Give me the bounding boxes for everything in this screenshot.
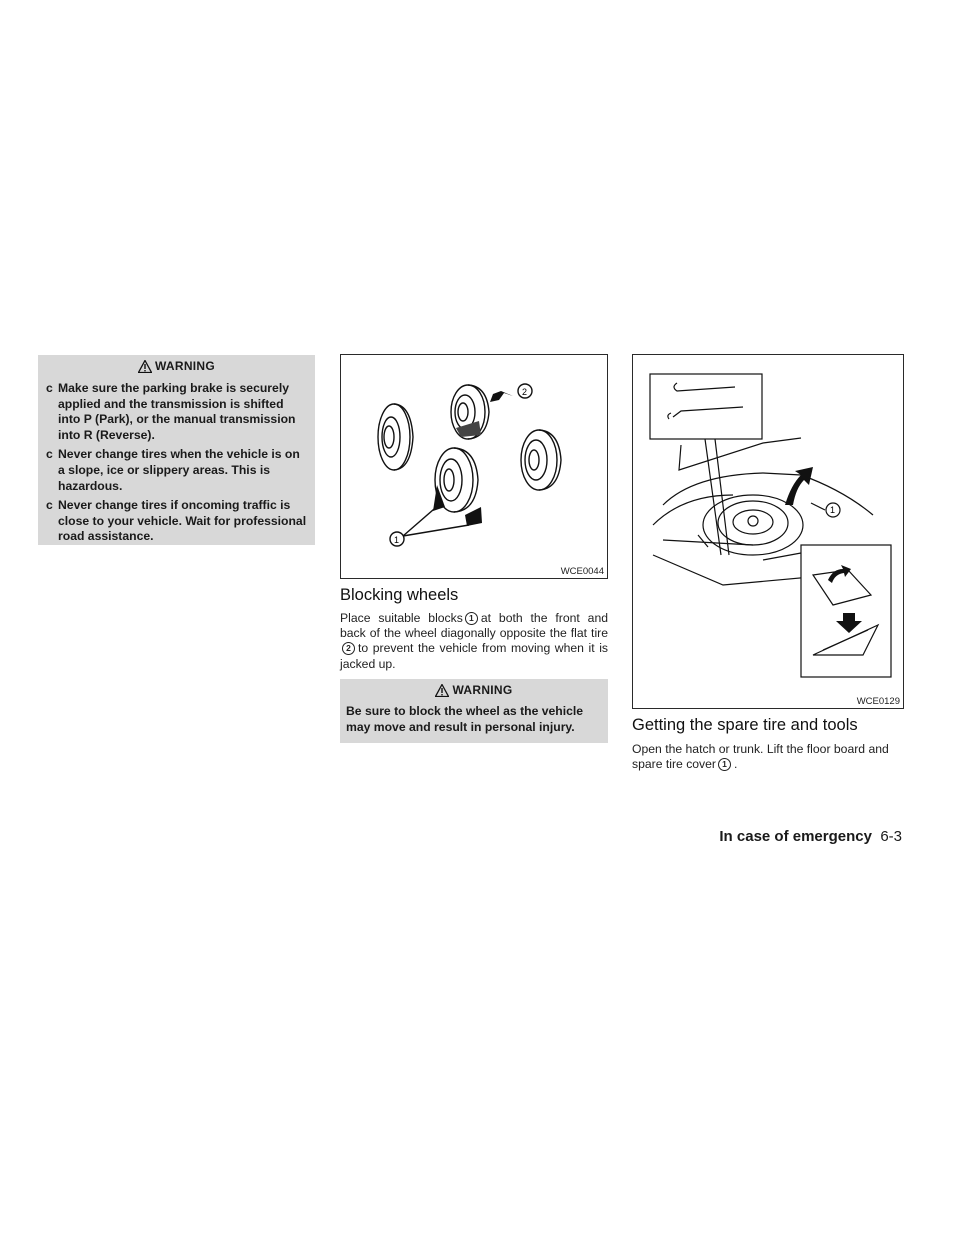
paragraph-text: Open the hatch or trunk. Lift the floor board and spare tire cover: [632, 742, 889, 772]
warning-title: WARNING: [452, 683, 513, 697]
trunk-illustration: [633, 355, 903, 695]
paragraph-text: at both the front and back of the wheel diagonally opposite the flat tire: [340, 611, 608, 641]
callout-2-label: 2: [522, 387, 528, 397]
warning-box-left: [38, 355, 315, 545]
callout-2-icon: 2: [342, 642, 355, 655]
warning-body: [38, 377, 315, 555]
callout-1-label: 1: [830, 505, 836, 515]
figure-code: WCE0044: [560, 566, 604, 577]
callout-1-label: 1: [394, 535, 400, 545]
bullet-text: Never change tires when the vehicle is on a slope, ice or slippery areas. This is hazardous.: [58, 447, 300, 493]
blocking-paragraph: [340, 611, 608, 672]
warning-header: [340, 679, 608, 701]
warning-bullet: [46, 447, 307, 494]
bullet-mark: c: [46, 447, 53, 462]
callout-1-icon: 1: [718, 758, 731, 771]
section-heading: Blocking wheels: [340, 586, 459, 604]
page-footer: [719, 828, 902, 845]
figure-blocking-wheels: [340, 354, 608, 579]
warning-icon: [138, 360, 152, 373]
warning-text: Be sure to block the wheel as the vehicle may move and result in personal injury.: [346, 704, 584, 734]
warning-bullet: [46, 498, 307, 545]
paragraph-text: Place suitable blocks: [340, 611, 463, 625]
paragraph-text: to prevent the vehicle from moving when it is jacked up.: [340, 641, 608, 671]
figure-code: WCE0129: [856, 696, 900, 707]
bullet-mark: c: [46, 498, 53, 513]
warning-icon: [435, 684, 449, 697]
bullet-text: Never change tires if oncoming traffic is close to your vehicle. Wait for professional road assistance.: [58, 498, 307, 544]
bullet-mark: c: [46, 381, 53, 395]
spare-paragraph: [632, 742, 904, 772]
wheels-illustration: [341, 355, 607, 565]
warning-title: WARNING: [154, 359, 216, 373]
warning-bullet: [46, 381, 307, 443]
callout-1-icon: 1: [465, 612, 478, 625]
page-number: 6-3: [880, 828, 902, 845]
paragraph-text: .: [734, 757, 738, 772]
bullet-text: Make sure the parking brake is securely applied and the transmission is shifted into P (Park), or the manual transmission into R (Reverse).: [58, 381, 296, 442]
warning-header: [38, 355, 315, 377]
section-heading: Getting the spare tire and tools: [632, 716, 858, 734]
warning-box-middle: [340, 679, 608, 743]
footer-section: In case of emergency: [719, 828, 872, 845]
figure-spare-tire: [632, 354, 904, 709]
